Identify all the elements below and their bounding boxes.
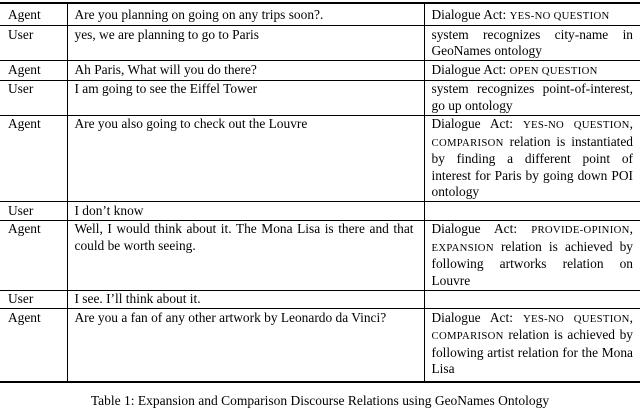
table-caption: Table 1: Expansion and Comparison Discourse Relations using GeoNames Ontology [90,392,550,408]
speaker-cell: Agent [0,309,67,382]
dialogue-act-label: YES-NO QUESTION [509,10,610,22]
utterance-cell: Ah Paris, What will you do there? [67,61,424,81]
utterance-cell: Well, I would think about it. The Mona Lisa is there and that could be worth seeing. [67,220,424,290]
table-row [0,26,640,61]
dialogue-act-label: PROVIDE-OPINION [531,224,630,236]
annotation-text: relation is achieved by following artist relation for the Mona Lisa [431,327,633,376]
utterance-cell: Are you also going to check out the Louvre [67,115,424,202]
dialogue-act-label: EXPANSION [431,241,494,254]
annotation-cell [424,220,640,290]
dialogue-act-label: OPEN QUESTION [509,64,598,77]
annotation-text: , [629,116,633,131]
annotation-cell [424,290,640,309]
table-row [0,220,640,290]
table-row [0,61,640,81]
dialogue-act-label: COMPARISON [431,330,504,342]
utterance-cell: Are you a fan of any other artwork by Leonardo da Vinci? [67,309,424,382]
annotation-text: , [629,309,633,325]
annotation-text: Dialogue Act: [431,116,523,131]
dialogue-act-label: COMPARISON [431,136,504,149]
annotation-cell [424,202,640,221]
table-row [0,3,640,26]
speaker-cell: Agent [0,61,67,81]
annotation-text: system recognizes point-of-interest, go up ontology [431,81,633,113]
annotation-text: , [629,221,633,236]
table-row [0,80,640,115]
annotation-cell [424,61,640,81]
annotation-text: relation is instantiated by finding a different point of interest for Paris by going down POI ontology [431,133,633,199]
speaker-cell: Agent [0,3,67,26]
utterance-cell: I see. I’ll think about it. [67,290,424,309]
annotation-text: system recognizes city-name in GeoNames ontology [431,26,633,58]
speaker-cell: User [0,80,67,115]
annotation-cell [424,80,640,115]
speaker-cell: Agent [0,220,67,290]
annotation-text: Dialogue Act: [431,61,510,77]
annotation-text: Dialogue Act: [431,7,510,22]
annotation-cell [424,309,640,382]
annotation-text: relation is achieved by following artworks relation on Louvre [431,238,633,288]
dialogue-act-label: YES-NO QUESTION [523,312,630,325]
table-row [0,309,640,382]
table-row [0,290,640,309]
utterance-cell: I don’t know [67,202,424,221]
speaker-cell: User [0,26,67,61]
dialogue-annotation-table [0,2,640,383]
utterance-cell: I am going to see the Eiffel Tower [67,80,424,115]
table-row [0,202,640,221]
speaker-cell: Agent [0,115,67,202]
speaker-cell: User [0,290,67,309]
annotation-cell [424,3,640,26]
utterance-cell: yes, we are planning to go to Paris [67,26,424,61]
annotation-cell [424,115,640,202]
annotation-text: Dialogue Act: [431,309,523,325]
speaker-cell: User [0,202,67,221]
annotation-cell [424,26,640,61]
utterance-cell: Are you planning on going on any trips soon?. [67,3,424,26]
annotation-text: Dialogue Act: [431,221,532,236]
dialogue-act-label: YES-NO QUESTION [523,119,630,131]
table-row [0,115,640,202]
